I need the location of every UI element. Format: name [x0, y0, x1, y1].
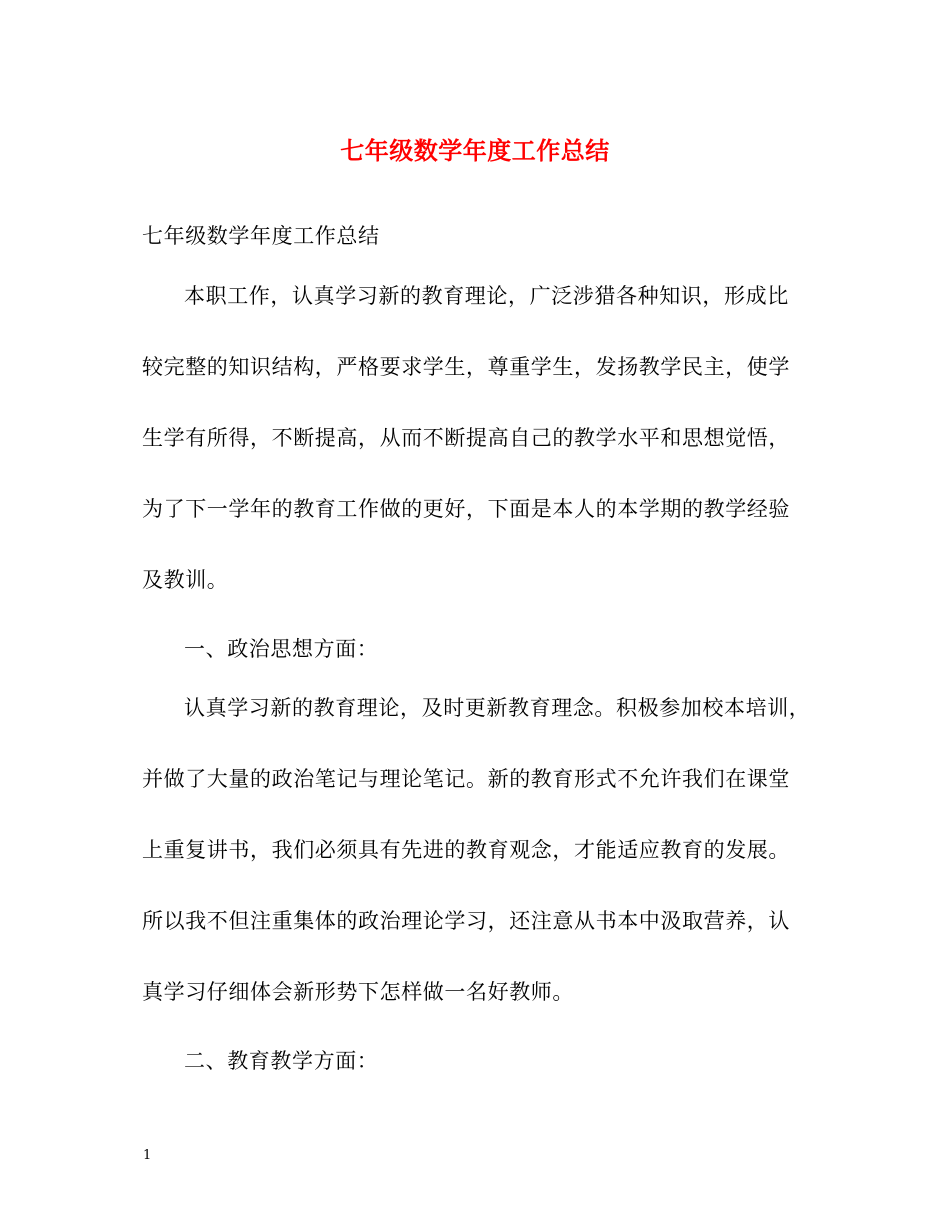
paragraph-line-5: 及教训。	[142, 568, 229, 592]
document-title: 七年级数学年度工作总结	[340, 136, 610, 165]
paragraph-line-10: 真学习仔细体会新形势下怎样做一名好教师。	[142, 980, 574, 1004]
page-number: 1	[143, 1148, 152, 1163]
paragraph-line-7: 并做了大量的政治笔记与理论笔记。新的教育形式不允许我们在课堂	[142, 767, 790, 791]
document-subtitle: 七年级数学年度工作总结	[142, 224, 380, 248]
paragraph-line-2: 较完整的知识结构，严格要求学生，尊重学生，发扬教学民主，使学	[142, 355, 790, 379]
section-heading-politics: 一、政治思想方面：	[184, 637, 379, 661]
paragraph-line-1: 本职工作，认真学习新的教育理论，广泛涉猎各种知识，形成比	[184, 284, 789, 308]
paragraph-line-4: 为了下一学年的教育工作做的更好，下面是本人的本学期的教学经验	[142, 497, 790, 521]
paragraph-line-8: 上重复讲书，我们必须具有先进的教育观念，才能适应教育的发展。	[142, 838, 790, 862]
section-heading-teaching: 二、教育教学方面：	[184, 1049, 379, 1073]
paragraph-line-6: 认真学习新的教育理论，及时更新教育理念。积极参加校本培训，	[184, 696, 811, 720]
paragraph-line-9: 所以我不但注重集体的政治理论学习，还注意从书本中汲取营养，认	[142, 909, 790, 933]
paragraph-line-3: 生学有所得，不断提高，从而不断提高自己的教学水平和思想觉悟，	[142, 426, 790, 450]
